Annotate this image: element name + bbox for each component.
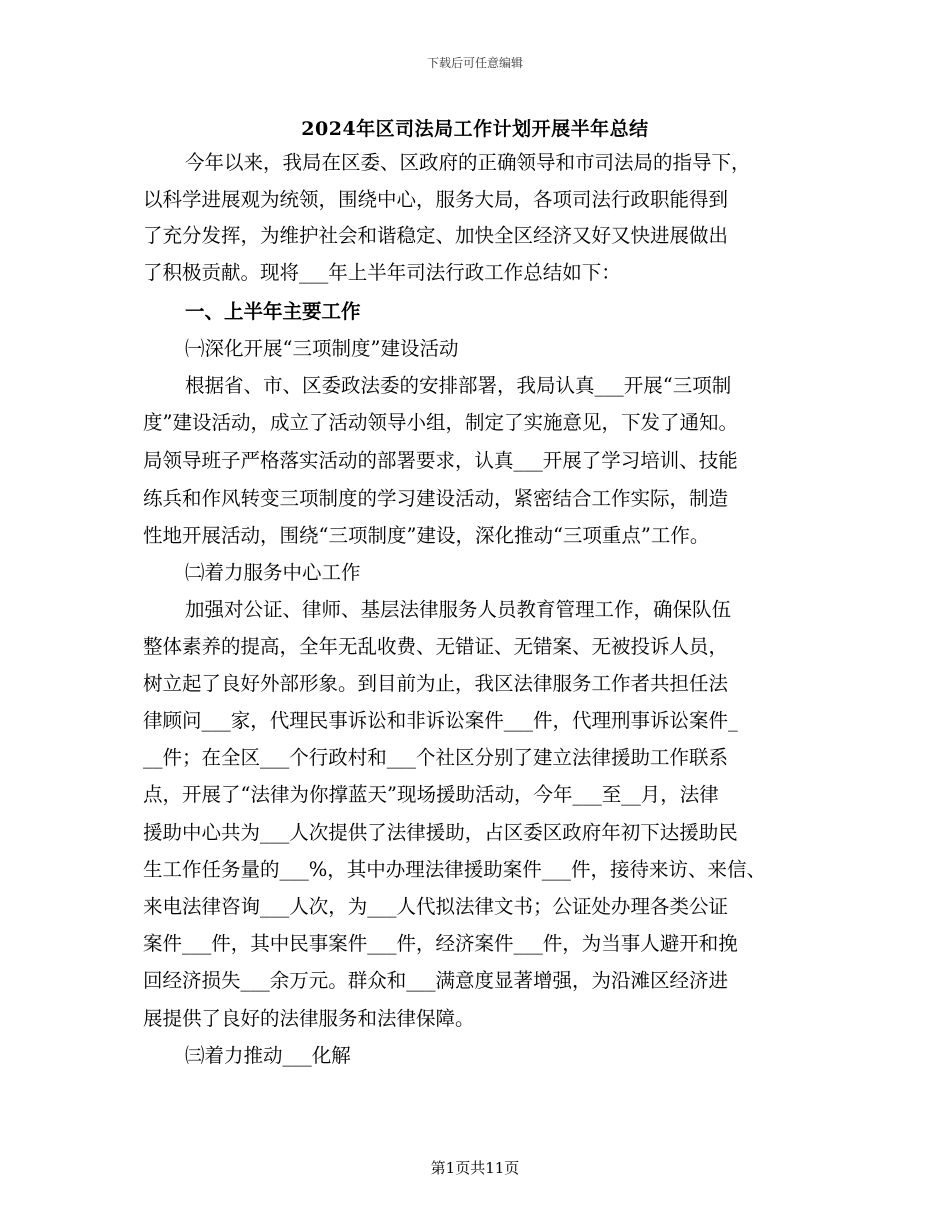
section-heading: 一、上半年主要工作	[185, 300, 361, 323]
paragraph-line: 点，开展了“法律为你撑蓝天”现场援助活动，今年___至__月，法律	[143, 783, 719, 806]
paragraph-line: __件；在全区___个行政村和___个社区分别了建立法律援助工作联系	[143, 746, 729, 769]
paragraph-line: 度”建设活动，成立了活动领导小组，制定了实施意见，下发了通知。	[143, 411, 738, 434]
subsection-heading: ㈠深化开展“三项制度”建设活动	[185, 337, 459, 360]
paragraph-line: 树立起了良好外部形象。到目前为止，我区法律服务工作者共担任法	[143, 672, 729, 695]
paragraph-line: 展提供了良好的法律服务和法律保障。	[143, 1007, 475, 1030]
paragraph-line: 根据省、市、区委政法委的安排部署，我局认真___开展“三项制	[185, 374, 732, 397]
header-note: 下载后可任意编辑	[426, 56, 523, 70]
paragraph-line: 今年以来，我局在区委、区政府的正确领导和市司法局的指导下，	[185, 151, 751, 174]
paragraph-line: 练兵和作风转变三项制度的学习建设活动，紧密结合工作实际，制造	[143, 487, 729, 510]
paragraph-line: 了充分发挥，为维护社会和谐稳定、加快全区经济又好又快进展做出	[143, 224, 729, 247]
paragraph-line: 了积极贡献。现将___年上半年司法行政工作总结如下：	[143, 261, 621, 284]
subsection-heading: ㈢着力推动___化解	[185, 1044, 351, 1067]
paragraph-line: 性地开展活动，围绕“三项制度”建设，深化推动“三项重点”工作。	[143, 524, 710, 547]
paragraph-line: 来电法律咨询___人次，为___人代拟法律文书；公证处办理各类公证	[143, 895, 729, 918]
paragraph-line: 加强对公证、律师、基层法律服务人员教育管理工作，确保队伍	[185, 598, 732, 621]
paragraph-line: 以科学进展观为统领，围绕中心，服务大局，各项司法行政职能得到	[143, 188, 729, 211]
page-footer: 第1页共11页	[430, 1159, 520, 1177]
paragraph-line: 律顾问___家，代理民事诉讼和非诉讼案件___件，代理刑事诉讼案件_	[143, 709, 738, 732]
paragraph-line: 生工作任务量的___%，其中办理法律援助案件___件，接待来访、来信、	[143, 858, 767, 881]
paragraph-line: 局领导班子严格落实活动的部署要求，认真___开展了学习培训、技能	[143, 449, 738, 472]
paragraph-line: 援助中心共为___人次提供了法律援助，占区委区政府年初下达援助民	[143, 821, 738, 844]
paragraph-line: 案件___件，其中民事案件___件，经济案件___件，为当事人避开和挽	[143, 932, 738, 955]
paragraph-line: 回经济损失___余万元。群众和___满意度显著增强，为沿滩区经济进	[143, 969, 729, 992]
paragraph-line: 整体素养的提高，全年无乱收费、无错证、无错案、无被投诉人员，	[143, 635, 729, 658]
document-title: 2024年区司法局工作计划开展半年总结	[301, 118, 649, 140]
subsection-heading: ㈡着力服务中心工作	[185, 561, 361, 584]
